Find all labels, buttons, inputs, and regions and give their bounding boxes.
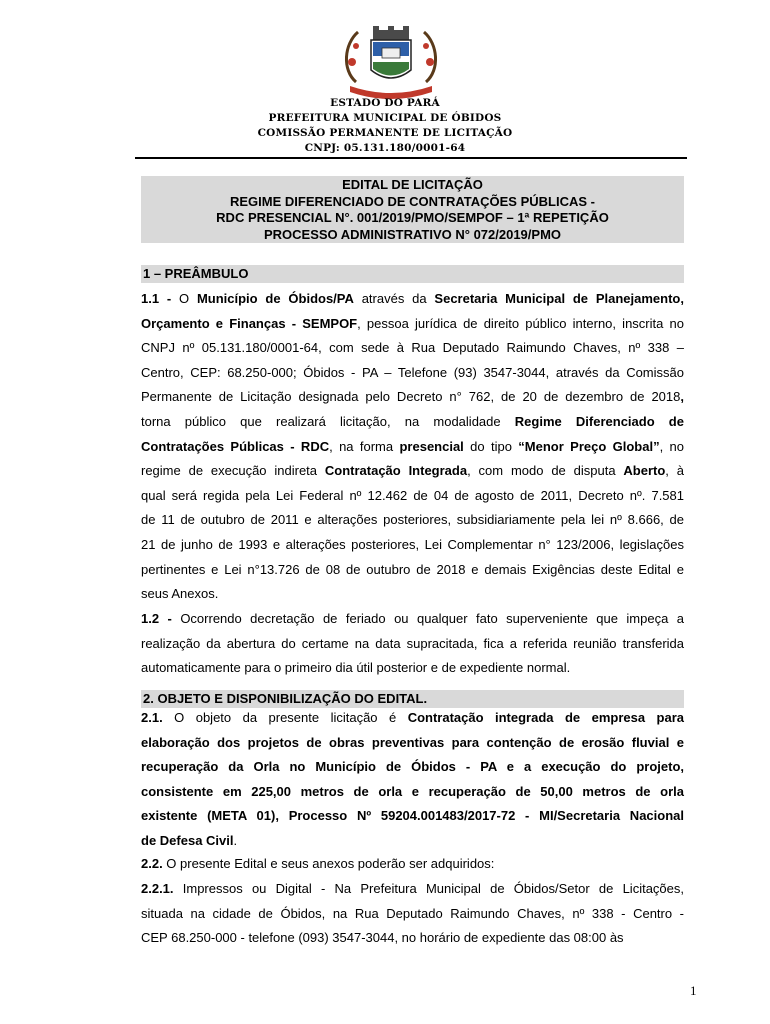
title-line-1: EDITAL DE LICITAÇÃO — [342, 177, 483, 192]
text-line — [141, 905, 684, 930]
bold-text: 2.2. — [141, 856, 163, 871]
paragraph-2-2-1 — [141, 880, 684, 954]
text-line — [141, 855, 684, 880]
text-run: realização da abertura do certame na data supracitada, fica a referida reunião transferida — [141, 635, 684, 651]
text-run: Centro, CEP: 68.250-000; Óbidos - PA – Telefone (93) 3547-3044, através da Comissão — [141, 364, 684, 380]
text-run: seus Anexos. — [141, 586, 219, 602]
text-line — [141, 610, 684, 635]
text-line — [141, 462, 684, 487]
text-line — [141, 487, 684, 512]
bold-text: 1.1 - — [141, 291, 180, 306]
text-line — [141, 929, 684, 954]
text-run: torna público que realizará licitação, na modalidade — [141, 413, 515, 429]
text-line — [141, 635, 684, 660]
text-line — [141, 659, 684, 684]
bold-text: consistente em 225,00 metros de orla e recuperação de 50,00 metros de orla — [141, 783, 684, 799]
text-line — [141, 832, 684, 857]
page-number: 1 — [690, 983, 697, 998]
text-run: . — [233, 832, 238, 848]
bold-text: Secretaria Municipal de Planejamento, — [434, 291, 684, 306]
text-run: situada na cidade de Óbidos, na Rua Deputado Raimundo Chaves, nº 338 - Centro - — [141, 905, 684, 921]
title-line-4: PROCESSO ADMINISTRATIVO N° 072/2019/PMO — [263, 226, 562, 242]
text-line — [141, 511, 684, 536]
text-line — [141, 339, 684, 364]
text-run: 21 de junho de 1993 e alterações posteriores, Lei Complementar n° 123/2006, legislações — [141, 536, 684, 552]
text-run: CEP 68.250-000 - telefone (093) 3547-3044, no horário de expediente das 08:00 às — [141, 930, 624, 946]
text-run: do tipo — [463, 438, 519, 454]
bold-text: 1.2 - — [141, 611, 181, 626]
text-run: através da — [353, 291, 435, 306]
commission-name: COMISSÃO PERMANENTE DE LICITAÇÃO — [257, 127, 513, 139]
bold-text: Contratações Públicas - RDC — [141, 438, 330, 454]
text-line — [141, 561, 684, 586]
text-run: O presente Edital e seus anexos poderão ser adquiridos: — [162, 856, 495, 871]
state-name: ESTADO DO PARÁ — [330, 97, 440, 109]
prefecture-name: PREFEITURA MUNICIPAL DE ÓBIDOS — [268, 112, 502, 124]
letterhead — [0, 96, 770, 156]
text-run: O objeto da presente licitação é — [162, 710, 408, 725]
paragraph-2-1 — [141, 709, 684, 857]
section-2-heading — [141, 690, 684, 708]
text-line — [141, 783, 684, 808]
text-line — [141, 709, 684, 734]
bold-text: de Defesa Civil — [141, 832, 234, 848]
text-line — [141, 290, 684, 315]
text-run: , na forma — [329, 438, 400, 454]
text-run: , à — [665, 463, 684, 479]
bold-text: presencial — [399, 438, 464, 454]
cnpj-line: CNPJ: 05.131.180/0001-64 — [304, 142, 466, 154]
text-run: regime de execução indireta — [141, 463, 325, 479]
text-line — [141, 388, 684, 413]
text-run: qual será regida pela Lei Federal nº 12.462 de 04 de agosto de 2011, Decreto nº. 7.581 — [141, 487, 684, 503]
text-run: O — [179, 291, 197, 306]
text-line — [141, 413, 684, 438]
text-line — [141, 536, 684, 561]
text-run: Impressos ou Digital - Na Prefeitura Municipal de Óbidos/Setor de Licitações, — [173, 881, 684, 896]
bold-text: 2.2.1. — [141, 881, 174, 896]
municipal-coat-of-arms — [336, 22, 446, 102]
bold-text: existente (META 01), Processo Nº 59204.001483/2017-72 - MI/Secretaria Nacional — [141, 808, 684, 824]
section-1-heading — [141, 265, 684, 283]
bold-text: , — [680, 389, 684, 405]
paragraph-2-2 — [141, 855, 684, 880]
paragraph-1-2 — [141, 610, 684, 684]
bold-text: elaboração dos projetos de obras preventivas para contenção de erosão fluvial e — [141, 734, 684, 750]
title-line-3: RDC PRESENCIAL N°. 001/2019/PMO/SEMPOF – 1ª REPETIÇÃO — [216, 210, 609, 225]
bold-text: Município de Óbidos/PA — [196, 291, 354, 306]
paragraph-1-1 — [141, 290, 684, 610]
text-line — [141, 364, 684, 389]
bold-text: Regime Diferenciado de — [514, 413, 684, 429]
text-run: de 11 de outubro de 2011 e alterações posteriores, subsidiariamente pela lei nº 8.666, de — [141, 512, 684, 528]
bold-text: Orçamento e Finanças - SEMPOF — [141, 315, 358, 331]
text-run: , com modo de disputa — [467, 463, 624, 479]
text-line — [141, 758, 684, 783]
text-line — [141, 315, 684, 340]
bold-text: Aberto — [623, 463, 666, 479]
section-1-heading-text: 1 – PREÂMBULO — [143, 266, 249, 281]
bold-text: Contratação integrada de empresa para — [407, 710, 684, 725]
header-divider — [135, 157, 687, 159]
document-title — [141, 177, 684, 243]
text-line — [141, 807, 684, 832]
bold-text: “Menor Preço Global” — [518, 438, 660, 454]
text-run: pertinentes e Lei n°13.726 de 08 de outubro de 2018 e demais Exigências deste Edital e — [141, 561, 684, 577]
text-run: , pessoa jurídica de direito público interno, inscrita no — [357, 315, 684, 331]
text-run: automaticamente para o primeiro dia útil posterior e de expediente normal. — [141, 660, 571, 676]
bold-text: 2.1. — [141, 710, 163, 725]
text-run: Permanente de Licitação designada pelo Decreto n° 762, de 20 de dezembro de 2018 — [141, 389, 681, 405]
text-line — [141, 438, 684, 463]
text-run: , no — [659, 438, 685, 454]
section-2-heading-text: 2. OBJETO E DISPONIBILIZAÇÃO DO EDITAL. — [143, 691, 428, 706]
text-line — [141, 734, 684, 759]
text-run: Ocorrendo decretação de feriado ou qualquer fato superveniente que impeça a — [180, 611, 685, 626]
text-line — [141, 880, 684, 905]
text-line — [141, 585, 684, 610]
title-line-2: REGIME DIFERENCIADO DE CONTRATAÇÕES PÚBLICAS - — [230, 193, 595, 209]
bold-text: recuperação da Orla no Município de Óbidos - PA e a execução do projeto, — [141, 759, 684, 775]
text-run: CNPJ nº 05.131.180/0001-64, com sede à Rua Deputado Raimundo Chaves, nº 338 – — [141, 340, 684, 356]
bold-text: Contratação Integrada — [324, 463, 468, 479]
